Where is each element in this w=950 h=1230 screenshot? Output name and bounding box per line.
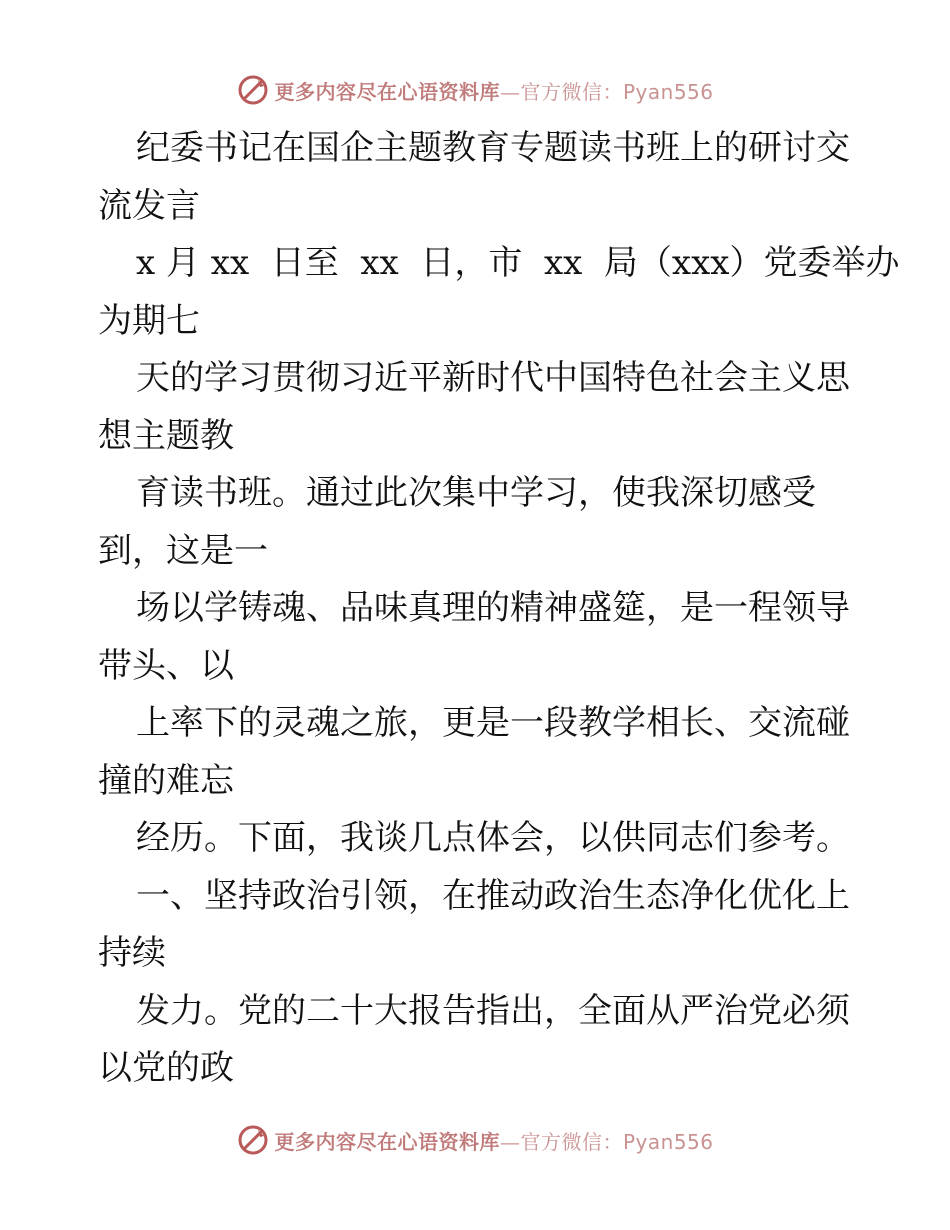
footer-wechat-label: 官方微信： bbox=[520, 1129, 623, 1154]
paragraph-3 bbox=[98, 350, 858, 465]
header-wechat-id: Pyan556 bbox=[622, 79, 714, 104]
paragraph-1 bbox=[98, 120, 858, 235]
paragraph-7-first-line: 经历。下面，我谈几点体会，以供同志们参考。 bbox=[136, 818, 850, 858]
paragraph-2-cont-line: 为期七 bbox=[98, 300, 200, 341]
paragraph-9-cont-line: 以党的政 bbox=[98, 1048, 234, 1088]
paragraph-4-cont-line: 到，这是一 bbox=[98, 530, 268, 571]
paragraph-5-first-line: 场以学铸魂、品味真理的精神盛筵，是一程领导 bbox=[136, 588, 850, 628]
paragraph-6 bbox=[98, 695, 858, 810]
paragraph-6-cont-line: 撞的难忘 bbox=[98, 760, 234, 801]
seal-pen-icon bbox=[236, 1123, 270, 1157]
paragraph-2 bbox=[98, 235, 900, 350]
paragraph-6-first-line: 上率下的灵魂之旅，更是一段教学相长、交流碰 bbox=[136, 703, 850, 743]
footer-banner-text bbox=[274, 1126, 713, 1155]
header-separator: — bbox=[499, 79, 521, 104]
paragraph-9 bbox=[98, 983, 858, 1098]
document-body bbox=[98, 120, 900, 1098]
footer-brand: 更多内容尽在心语资料库 bbox=[274, 1129, 500, 1154]
paragraph-3-first-line: 天的学习贯彻习近平新时代中国特色社会主义思 bbox=[136, 358, 850, 398]
paragraph-4-first-line: 育读书班。通过此次集中学习，使我深切感受 bbox=[136, 473, 816, 513]
header-banner bbox=[0, 70, 950, 110]
paragraph-8-first-line: 一、坚持政治引领，在推动政治生态净化优化上 bbox=[136, 875, 850, 916]
footer-banner bbox=[0, 1120, 950, 1160]
seal-pen-icon bbox=[236, 73, 270, 107]
header-wechat-label: 官方微信： bbox=[520, 79, 623, 104]
paragraph-1-first-line: 纪委书记在国企主题教育专题读书班上的研讨交 bbox=[136, 128, 850, 168]
paragraph-8 bbox=[98, 868, 858, 983]
header-brand: 更多内容尽在心语资料库 bbox=[274, 79, 500, 104]
paragraph-8-cont-line: 持续 bbox=[98, 933, 166, 973]
paragraph-1-cont-line: 流发言 bbox=[98, 185, 200, 226]
paragraph-4 bbox=[98, 465, 858, 580]
footer-wechat-id: Pyan556 bbox=[622, 1129, 714, 1154]
paragraph-3-cont-line: 想主题教 bbox=[98, 415, 234, 456]
paragraph-9-first-line: 发力。党的二十大报告指出，全面从严治党必须 bbox=[136, 990, 850, 1031]
paragraph-7 bbox=[98, 810, 858, 868]
footer-separator: — bbox=[499, 1129, 521, 1154]
header-banner-text bbox=[274, 76, 713, 105]
paragraph-5-cont-line: 带头、以 bbox=[98, 645, 234, 686]
paragraph-5 bbox=[98, 580, 858, 695]
paragraph-2-first-line: x 月 xx 日至 xx 日，市 xx 局（xxx）党委举办 bbox=[136, 243, 900, 283]
